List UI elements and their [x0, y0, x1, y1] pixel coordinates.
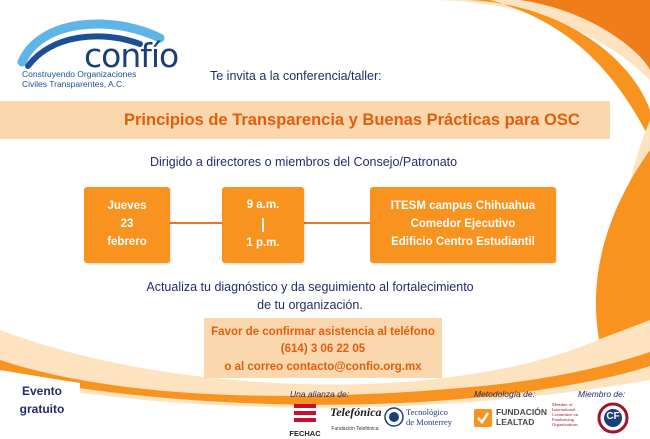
icfo-text [552, 402, 596, 427]
free-event-label [12, 382, 72, 418]
confirm-phone: (614) 3 06 22 05 [280, 343, 366, 356]
alliance-label: Una alianza de: [290, 389, 350, 399]
time-box [222, 187, 304, 263]
logo-wordmark: confío [84, 36, 179, 75]
icfo-emblem-text: CF [606, 411, 620, 422]
date-month: febrero [107, 235, 147, 248]
confirm-line-1: Favor de confirmar asistencia al teléfono [211, 326, 435, 338]
icfo-emblem [597, 402, 629, 434]
confirm-text [204, 324, 442, 376]
invite-text: Te invita a la conferencia/taller: [210, 69, 382, 83]
venue-line-3: Edificio Centro Estudiantil [391, 235, 535, 248]
lealtad-check-icon [474, 409, 492, 427]
fundacion-lealtad-logo [474, 408, 554, 430]
lealtad-line-2: LEALTAD [496, 416, 535, 427]
fundacion-telefonica-text: Fundación Telefónica [331, 426, 379, 432]
icfo-line-3: Committee on [552, 412, 579, 418]
event-title: Principios de Transparencia y Buenas Prácticas para OSC [124, 111, 580, 129]
fechac-icon [286, 402, 324, 424]
time-end: 1 p.m. [246, 237, 280, 249]
venue-box [370, 187, 556, 263]
tec-logo [384, 405, 464, 433]
icfo-line-1: Member of [552, 402, 573, 407]
audience-text: Dirigido a directores o miembros del Consejo/Patronato [150, 155, 458, 169]
tec-text [406, 407, 452, 427]
date-box [84, 187, 170, 263]
date-day: Jueves [107, 200, 147, 213]
update-text: Actualiza tu diagnóstico y da seguimiento al fortalecimiento de tu organización. [146, 280, 474, 312]
methodology-label: Metodología de: [474, 389, 535, 399]
member-label: Miembro de: [578, 389, 626, 399]
fechac-text: FECHAC [289, 429, 321, 438]
confirm-email: o al correo contacto@confio.org.mx [224, 360, 422, 373]
lealtad-line-1: FUNDACIÓN [496, 407, 547, 417]
tec-line-2: de Monterrey [406, 417, 453, 428]
logo-subtitle-1: Construyendo Organizaciones [22, 69, 137, 79]
time-separator [262, 218, 264, 232]
icfo-line-2: International [552, 407, 576, 413]
tec-line-1: Tecnológico [406, 407, 448, 417]
icfo-line-4: Fundraising [552, 417, 574, 423]
event-line-2: gratuito [19, 402, 65, 416]
telefonica-text: Telefónica [330, 405, 382, 419]
telefonica-logo [330, 405, 380, 432]
date-number: 23 [120, 218, 134, 231]
tec-icon [384, 407, 404, 427]
lealtad-text [496, 408, 547, 428]
venue-line-2: Comedor Ejecutivo [410, 218, 516, 231]
event-line-1: Evento [21, 384, 62, 398]
fechac-logo [286, 402, 324, 436]
logo-subtitle-2: Civiles Transparentes, A.C. [22, 79, 125, 89]
venue-line-1: ITESM campus Chihuahua [390, 200, 536, 213]
time-start: 9 a.m. [246, 199, 280, 212]
icfo-line-5: Organizations [552, 422, 578, 428]
